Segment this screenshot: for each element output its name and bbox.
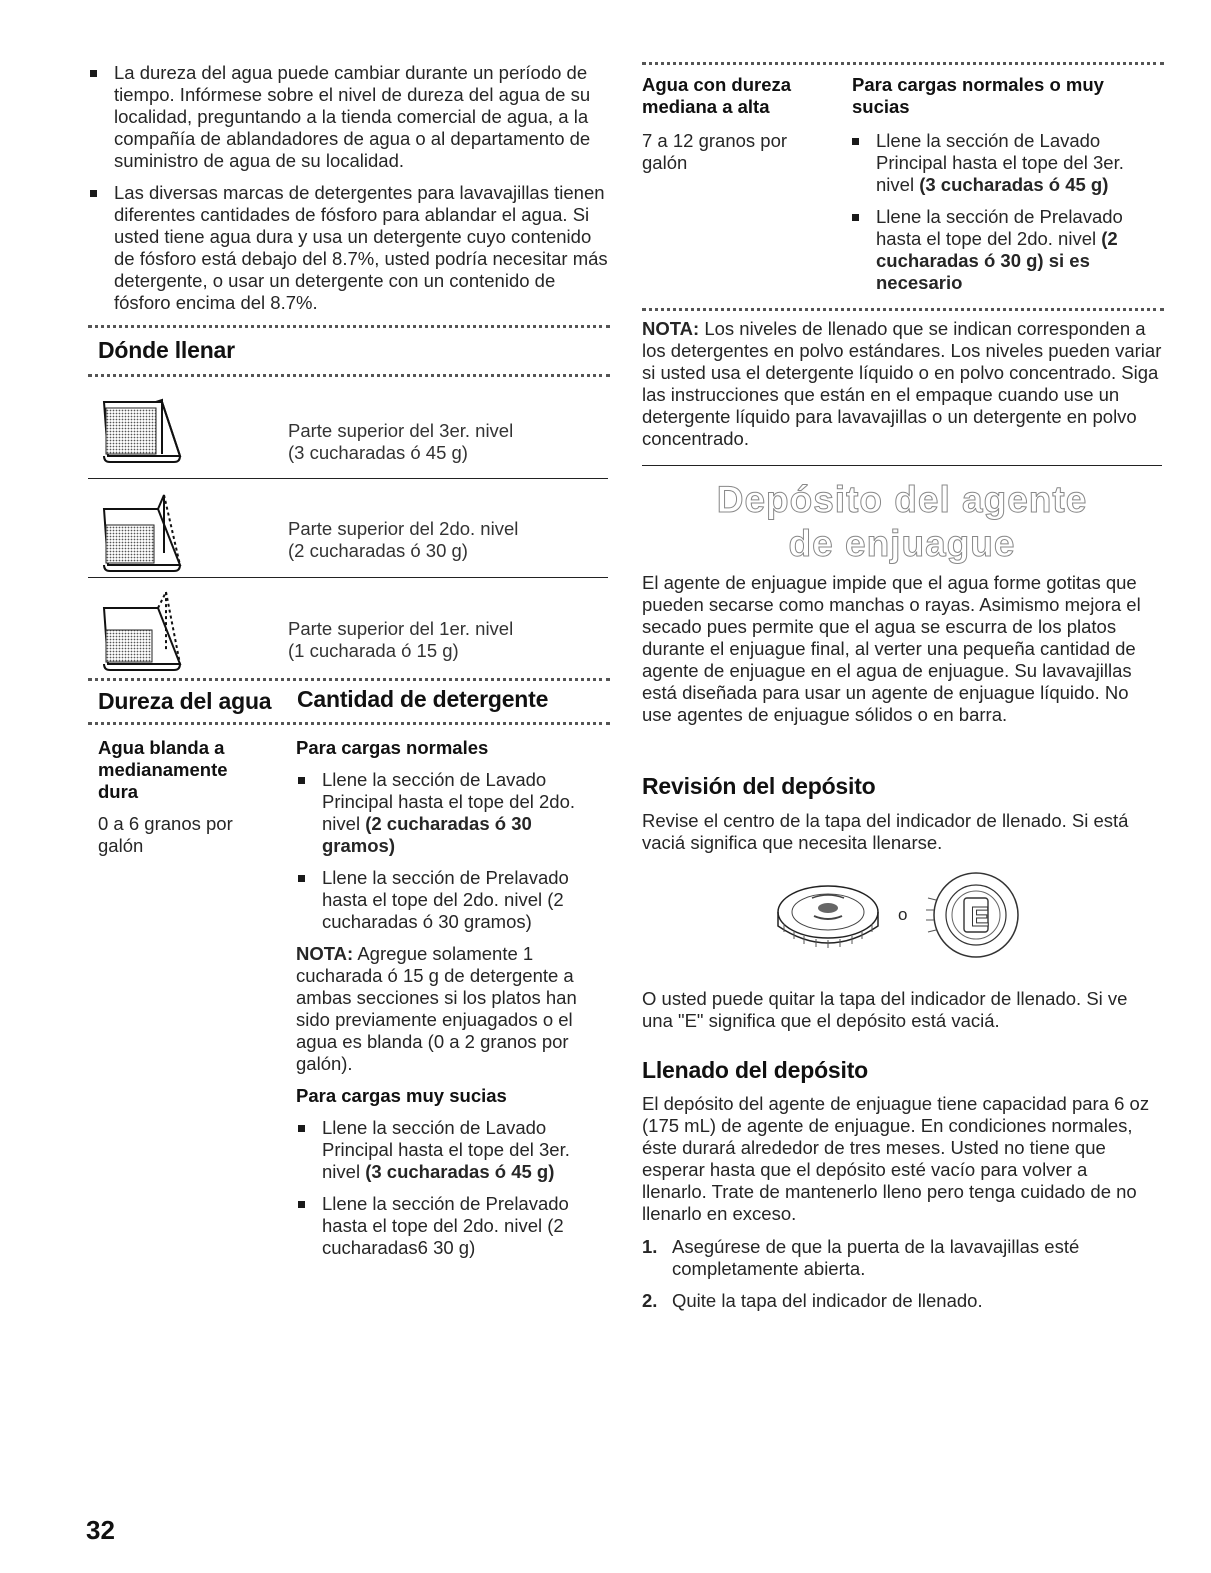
dirty-loads-title: Para cargas muy sucias (296, 1085, 507, 1106)
section-title (642, 478, 1162, 566)
divider (88, 374, 610, 377)
indicator-cap-icon (768, 868, 888, 968)
steps-list (642, 1236, 1142, 1322)
intro-bullet-hardness: La dureza del agua puede cambiar durante un período de tiempo. Infórmese sobre el nivel de dureza del agua de su localidad, preguntando a la tienda comercial de agua, a la compañía de ablandadores de agua o al departamento de suministro de agua de su localidad. (88, 62, 608, 172)
hardness-value: 0 a 6 granos por galón (98, 813, 233, 856)
divider (642, 62, 1164, 65)
soft-nota: NOTA: Agregue solamente 1 cucharada ó 15 g de detergente a ambas secciones si los platos han sido previamente enjuagados o el agua es blanda (0 a 2 granos por galón). (296, 943, 577, 1074)
load-title: Para cargas normales o muy sucias (852, 74, 1104, 117)
col-heading-detergent: Cantidad de detergente (297, 686, 549, 712)
step-text: Quite la tapa del indicador de llenado. (672, 1290, 983, 1311)
col-heading-hardness: Dureza del agua (98, 688, 272, 714)
intro-bullet-list (88, 62, 608, 324)
step-item (642, 1290, 1142, 1312)
step-number: 2. (642, 1290, 658, 1311)
divider (88, 722, 610, 725)
cup-level-1-icon (100, 590, 186, 674)
cup-level-3-icon (100, 394, 186, 470)
right-nota: NOTA: Los niveles de llenado que se indican corresponden a los detergentes en polvo estándares. Los niveles pueden variar si usted usa el detergente líquido o en polvo concentrado. Siga las instrucciones que están en el empaque cuando use un detergente líquido para lavavajillas o un detergente en polvo concentrado. (642, 318, 1162, 449)
fill-level-amount: (3 cucharadas ó 45 g) (288, 442, 468, 463)
indicator-or-text: o (898, 905, 908, 924)
list-item: Llene la sección de Lavado Principal hasta el tope del 2do. nivel (2 cucharadas ó 30 gramos) (296, 769, 596, 857)
soft-water-detergent-cell (296, 737, 596, 1269)
hardness-title: Agua con dureza mediana a alta (642, 74, 792, 117)
normal-loads-list (296, 769, 596, 933)
fill-level-label: Parte superior del 2do. nivel (288, 518, 519, 539)
hardness-value: 7 a 12 granos por galón (642, 130, 788, 173)
fill-level-amount: (2 cucharadas ó 30 g) (288, 540, 468, 561)
cup-level-2-icon (100, 493, 186, 577)
divider (88, 478, 608, 479)
fill-level-row-2 (88, 487, 610, 575)
divider (642, 308, 1164, 311)
dirty-loads-list (296, 1117, 596, 1259)
fill-level-label: Parte superior del 1er. nivel (288, 618, 514, 639)
list-item: Llene la sección de Lavado Principal hasta el tope del 3er. nivel (3 cucharadas ó 45 g) (850, 130, 1150, 196)
empty-indicator-letter: E (970, 901, 990, 932)
divider (88, 325, 610, 328)
donde-llenar-heading: Dónde llenar (98, 337, 235, 363)
list-item: Llene la sección de Prelavado hasta el tope del 2do. nivel (2 cucharadas ó 30 g) si es necesario (850, 206, 1150, 294)
fill-level-row-3 (88, 390, 610, 478)
page-number: 32 (86, 1515, 115, 1545)
llenado-text: El depósito del agente de enjuague tiene capacidad para 6 oz (175 mL) de agente de enjuague. En condiciones normales, éste durará alrededor de tres meses. Usted no tiene que esperar hasta que el depósito esté vacío para volver a llenarlo. Trate de mantenerlo lleno pero tenga cuidado de no llenarlo en exceso. (642, 1093, 1150, 1224)
fill-level-row-1 (88, 586, 610, 676)
divider (88, 577, 608, 578)
normal-loads-title: Para cargas normales (296, 737, 489, 758)
divider (642, 465, 1162, 466)
step-item (642, 1236, 1142, 1280)
hard-water-list (850, 130, 1150, 304)
revision-heading: Revisión del depósito (642, 773, 876, 799)
divider (88, 678, 610, 681)
hardness-title: Agua blanda a medianamente dura (98, 737, 228, 802)
section-title-line-2: de enjuague (788, 523, 1016, 564)
list-item: Llene la sección de Prelavado hasta el tope del 2do. nivel (2 cucharadas ó 30 gramos) (296, 867, 596, 933)
section-title-line-1: Depósito del agente (716, 479, 1088, 520)
fill-level-label: Parte superior del 3er. nivel (288, 420, 514, 441)
rinse-intro: El agente de enjuague impide que el agua forme gotitas que pueden secarse como manchas o rayas. Asimismo mejora el secado pues permite que el agua se escurra de los platos durante el enjuague final, al verter una pequeña cantidad de agente de enjuague en el agua de enjuague. Su lavavajillas está diseñada para usar un agente de enjuague líquido. No use agentes de enjuague sólidos o en barra. (642, 572, 1141, 725)
step-number: 1. (642, 1236, 658, 1257)
intro-bullet-phosphorus: Las diversas marcas de detergentes para lavavajillas tienen diferentes cantidades de fósforo para ablandar el agua. Si usted tiene agua dura y usa un detergente cuyo contenido de fósforo está debajo del 8.7%, usted podría necesitar más detergente, o usar un detergente con un contenido de fósforo encima del 8.7%. (88, 182, 608, 314)
fill-indicator-illustration (768, 868, 1048, 978)
list-item: Llene la sección de Prelavado hasta el tope del 2do. nivel (2 cucharadas6 30 g) (296, 1193, 596, 1259)
list-item: Llene la sección de Lavado Principal hasta el tope del 3er. nivel (3 cucharadas ó 45 g) (296, 1117, 596, 1183)
fill-level-amount: (1 cucharada ó 15 g) (288, 640, 459, 661)
remove-cap-text: O usted puede quitar la tapa del indicador de llenado. Si ve una "E" significa que el depósito está vaciá. (642, 988, 1128, 1031)
revision-text: Revise el centro de la tapa del indicador de llenado. Si está vaciá significa que necesita llenarse. (642, 810, 1129, 853)
llenado-heading: Llenado del depósito (642, 1057, 869, 1083)
step-text: Asegúrese de que la puerta de la lavavajillas esté completamente abierta. (672, 1236, 1080, 1279)
soft-water-cell (98, 737, 278, 857)
